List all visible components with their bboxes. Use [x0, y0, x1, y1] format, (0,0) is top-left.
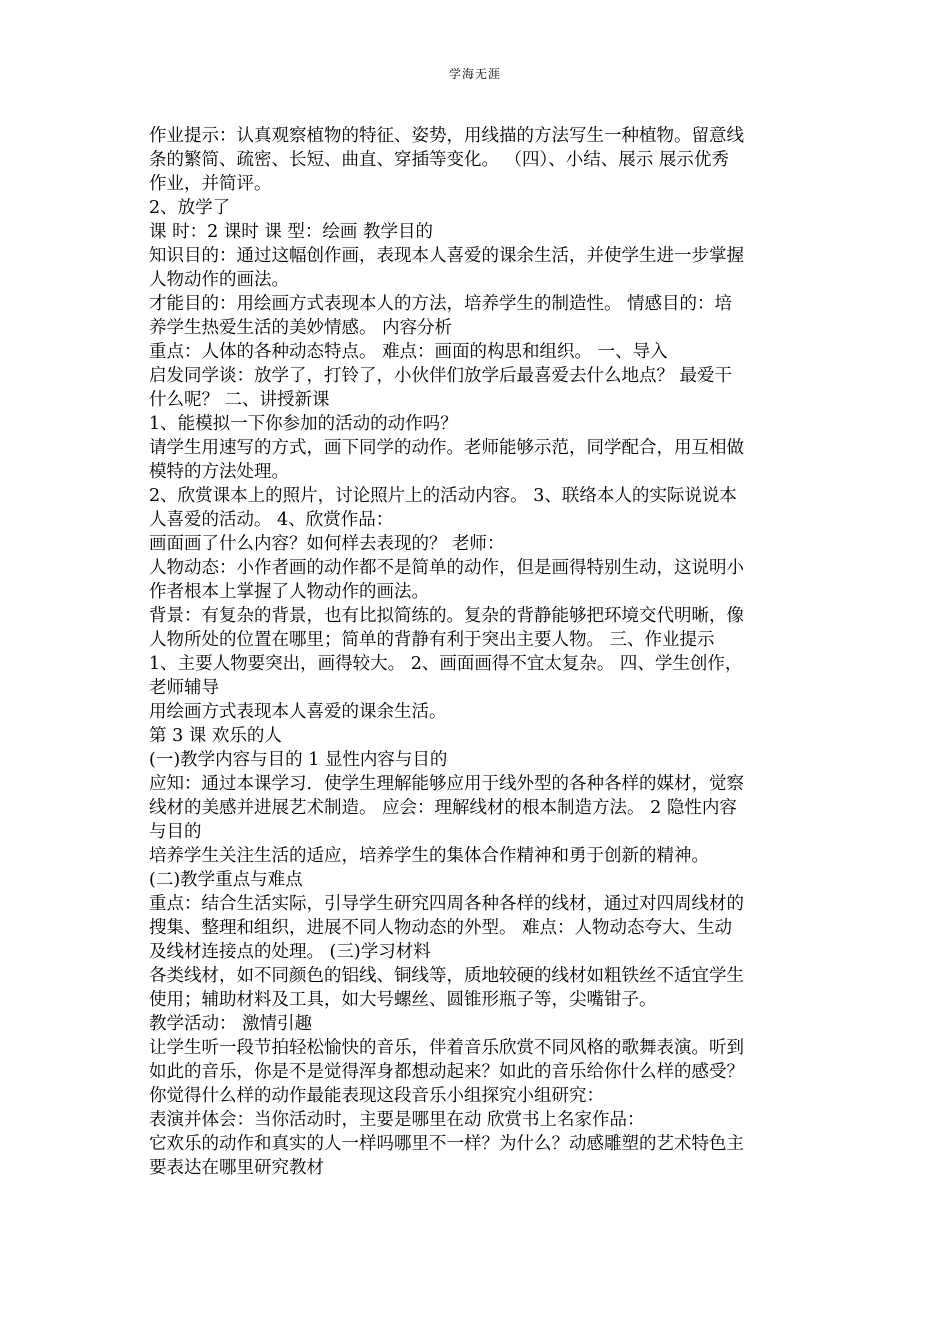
text-line: (二)教学重点与难点 — [149, 870, 303, 890]
text-line: 人物所处的位置在哪里；简单的背静有利于突出主要人物。 三、作业提示 — [149, 630, 715, 650]
text-line: 1、主要人物要突出，画得较大。 2、画面画得不宜太复杂。 四、学生创作， — [149, 654, 743, 674]
page-header: 学海无涯 — [448, 67, 501, 81]
text-line: 它欢乐的动作和真实的人一样吗哪里不一样？为什么？动感雕塑的艺术特色主 — [149, 1134, 744, 1154]
text-line: 搜集、整理和组织，进展不同人物动态的外型。 难点：人物动态夸大、生动 — [149, 918, 733, 938]
text-line: 请学生用速写的方式，画下同学的动作。老师能够示范，同学配合，用互相做 — [149, 438, 744, 458]
text-line: 知识目的：通过这幅创作画，表现本人喜爱的课余生活，并使学生进一步掌握 — [149, 246, 744, 266]
text-line: 及线材连接点的处理。 (三)学习材料 — [149, 942, 431, 962]
text-line: 1、能模拟一下你参加的活动的动作吗？ — [149, 414, 458, 434]
text-line: 课 时：2 课时 课 型：绘画 教学目的 — [149, 222, 433, 242]
text-line: 第 3 课 欢乐的人 — [149, 726, 282, 746]
document-body — [149, 124, 805, 1180]
text-line: 重点：结合生活实际，引导学生研究四周各种各样的线材，通过对四周线材的 — [149, 894, 744, 914]
text-line: 让学生听一段节拍轻松愉快的音乐，伴着音乐欣赏不同风格的歌舞表演。听到 — [149, 1038, 744, 1058]
text-line: 用绘画方式表现本人喜爱的课余生活。 — [149, 702, 447, 722]
text-line: 作业，并简评。 — [149, 174, 272, 194]
text-line: 作业提示：认真观察植物的特征、姿势，用线描的方法写生一种植物。留意线 — [149, 126, 744, 146]
text-line: 要表达在哪里研究教材 — [149, 1158, 324, 1178]
text-line: 教学活动： 激情引趣 — [149, 1014, 313, 1034]
text-line: 与目的 — [149, 822, 202, 842]
text-line: 如此的音乐，你是不是觉得浑身都想动起来？如此的音乐给你什么样的感受？ — [149, 1062, 744, 1082]
text-line: 2、欣赏课本上的照片，讨论照片上的活动内容。 3、联络本人的实际说说本 — [149, 486, 737, 506]
text-line: 应知：通过本课学习．使学生理解能够应用于线外型的各种各样的媒材，觉察 — [149, 774, 744, 794]
text-line: 2、放学了 — [149, 198, 231, 218]
text-line: 作者根本上掌握了人物动作的画法。 — [149, 582, 429, 602]
text-line: (一)教学内容与目的 1 显性内容与目的 — [149, 750, 448, 770]
text-line: 各类线材，如不同颜色的铝线、铜线等，质地较硬的线材如粗铁丝不适宜学生 — [149, 966, 744, 986]
text-line: 线材的美感并进展艺术制造。 应会：理解线材的根本制造方法。 2 隐性内容 — [149, 798, 737, 818]
text-line: 画面画了什么内容？如何样去表现的？ 老师： — [149, 534, 505, 554]
text-line: 你觉得什么样的动作最能表现这段音乐小组探究小组研究： — [149, 1086, 604, 1106]
text-line: 人喜爱的活动。 4、欣赏作品： — [149, 510, 394, 530]
text-line: 才能目的：用绘画方式表现本人的方法，培养学生的制造性。 情感目的：培 — [149, 294, 733, 314]
text-line: 培养学生关注生活的适应，培养学生的集体合作精神和勇于创新的精神。 — [149, 846, 709, 866]
text-line: 什么呢？ 二、讲授新课 — [149, 390, 330, 410]
text-line: 模特的方法处理。 — [149, 462, 289, 482]
text-line: 人物动作的画法。 — [149, 270, 289, 290]
text-line: 表演并体会：当你活动时，主要是哪里在动 欣赏书上名家作品： — [149, 1110, 645, 1130]
text-line: 背景：有复杂的背景，也有比拟简练的。复杂的背静能够把环境交代明晰，像 — [149, 606, 744, 626]
text-line: 养学生热爱生活的美妙情感。 内容分析 — [149, 318, 453, 338]
text-line: 使用；辅助材料及工具，如大号螺丝、圆锥形瓶子等，尖嘴钳子。 — [149, 990, 657, 1010]
text-line: 人物动态：小作者画的动作都不是简单的动作，但是画得特别生动，这说明小 — [149, 558, 744, 578]
text-line: 重点：人体的各种动态特点。 难点：画面的构思和组织。 一、导入 — [149, 342, 668, 362]
text-line: 条的繁简、疏密、长短、曲直、穿插等变化。 （四）、小结、展示 展示优秀 — [149, 150, 729, 170]
text-line: 启发同学谈：放学了，打铃了，小伙伴们放学后最喜爱去什么地点？ 最爱干 — [149, 366, 733, 386]
text-line: 老师辅导 — [149, 678, 219, 698]
